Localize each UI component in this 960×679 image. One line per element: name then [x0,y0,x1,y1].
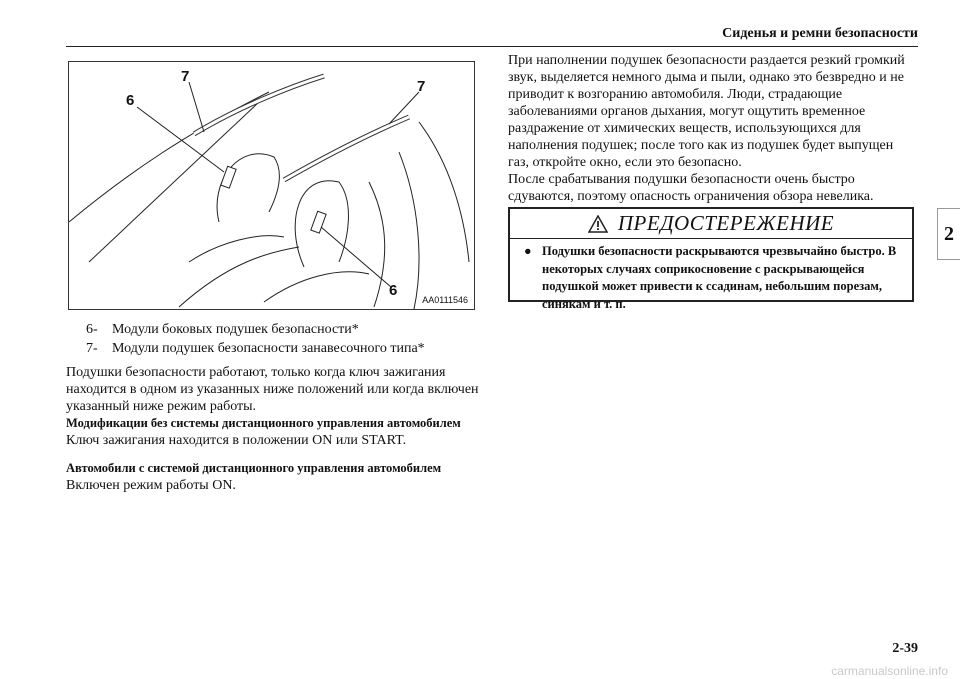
warning-text: Подушки безопасности раскрываются чрезвычайно быстро. В некоторых случаях соприкосновение с раскрывающейся подушкой может привести к ссадинам, небольшим порезам, синякам и т. п. [542,244,897,311]
warning-header [510,209,912,239]
callout-6-right: 6 [389,282,398,299]
legend-text: Модули боковых подушек безопасности* [112,322,359,337]
running-header: Сиденья и ремни безопасности [722,26,918,41]
figure-code: AA0111546 [422,295,468,305]
left-column-text [66,364,486,494]
legend-item [86,339,425,358]
warning-box [508,207,914,311]
bullet-icon: ● [524,244,532,258]
header-rule [66,46,918,47]
callout-6-left: 6 [126,92,135,109]
legend-item [86,320,425,339]
paragraph: Включен режим работы ON. [66,478,236,493]
paragraph: При наполнении подушек безопасности раздается резкий громкий звук, выделяется немного дыма и пыли, однако это безвредно и не приводит к возгоранию автомобиля. Люди, страдающие заболеваниями органов дыхания, могут ощутить временное раздражение от химических веществ, использующихся для наполнения подушек; после того как из подушек будет выпущен газ, откройте окно, если это безопасно. [508,53,905,170]
legend-text: Модули подушек безопасности занавесочного типа* [112,341,425,356]
warning-title: ПРЕДОСТЕРЕЖЕНИЕ [617,211,835,235]
airbag-figure [68,61,475,310]
warning-triangle-icon [588,215,608,233]
warning-item [524,243,904,313]
page-number: 2-39 [892,641,918,656]
right-column-text [508,52,913,205]
callout-7-left: 7 [181,68,190,85]
legend-num: 6- [86,322,98,337]
paragraph: Подушки безопасности работают, только когда ключ зажигания находится в одном из указанных ниже положений или когда включен указанный ниже режим работы. [66,365,479,414]
subheading: Модификации без системы дистанционного управления автомобилем [66,416,461,430]
legend-num: 7- [86,341,98,356]
subheading: Автомобили с системой дистанционного управления автомобилем [66,461,442,475]
callout-7-right: 7 [417,78,426,95]
paragraph: После срабатывания подушки безопасности очень быстро сдуваются, поэтому опасность ограничения обзора невелика. [508,172,874,204]
chapter-tab[interactable]: 2 [937,208,960,260]
watermark: carmanualsonline.info [831,664,948,678]
figure-legend [86,320,425,358]
paragraph: Ключ зажигания находится в положении ON или START. [66,433,407,448]
